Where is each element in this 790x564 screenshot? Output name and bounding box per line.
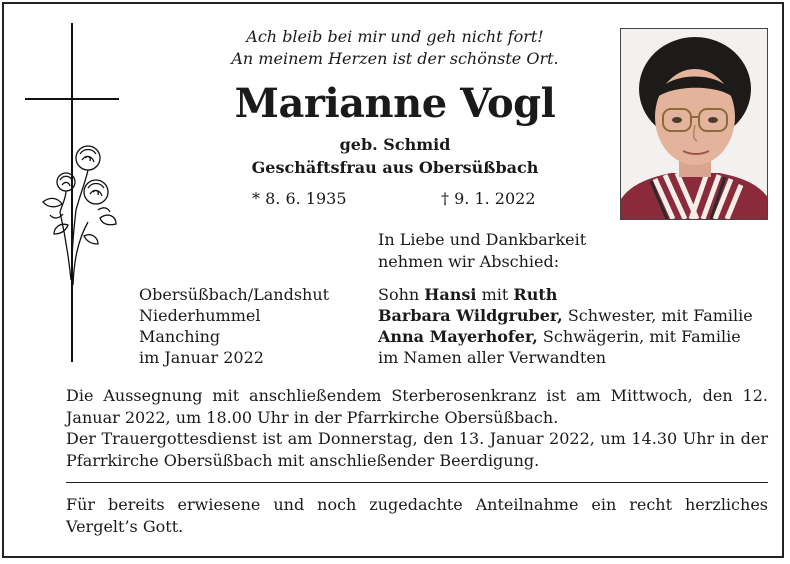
death-date: † 9. 1. 2022 <box>441 189 536 208</box>
place-item: Niederhummel <box>139 306 261 325</box>
funeral-paragraph-1: Die Aussegnung mit anschließendem Sterberosenkranz ist am Mittwoch, den 12. Januar 2022, um 18.00 Uhr in der Pfarrkirche Obersüßbach. <box>66 386 768 427</box>
intro-line-1: In Liebe und Dankbarkeit <box>378 230 587 249</box>
mourner-item <box>378 305 753 326</box>
mourner-item <box>378 326 753 347</box>
mourner-relation: Sohn <box>378 285 425 304</box>
intro-line-2: nehmen wir Abschied: <box>378 252 560 271</box>
quote-line-1: Ach bleib bei mir und geh nicht fort! <box>246 27 544 46</box>
mourner-name: Anna Mayerhofer, <box>378 327 538 346</box>
mourner-item <box>378 347 753 368</box>
mourner-connector: mit <box>476 285 514 304</box>
mourners-list <box>378 284 753 368</box>
mourner-name: Barbara Wildgruber, <box>378 306 563 325</box>
mourner-relation: im Namen aller Verwandten <box>378 348 607 367</box>
place-item: im Januar 2022 <box>139 348 264 367</box>
intro-text <box>378 229 586 273</box>
roses-icon <box>38 140 118 290</box>
maiden-name: geb. Schmid <box>339 135 451 154</box>
deceased-name: Marianne Vogl <box>234 80 556 127</box>
mourner-name: Hansi <box>424 285 477 304</box>
cross-horizontal <box>25 98 119 100</box>
quote-line-2: An meinem Herzen ist der schönste Ort. <box>231 49 559 68</box>
funeral-paragraph-2: Der Trauergottesdienst ist am Donnerstag, den 13. Januar 2022, um 14.30 Uhr in der Pfarrkirche Obersüßbach mit anschließender Beerdigung. <box>66 429 768 470</box>
places-list <box>139 284 329 368</box>
mourner-relation: Schwägerin, mit Familie <box>537 327 741 346</box>
place-item: Obersüßbach/Landshut <box>139 285 330 304</box>
mourner-name-2: Ruth <box>513 285 558 304</box>
birth-date: * 8. 6. 1935 <box>252 189 347 208</box>
thanks-paragraph: Für bereits erwiesene und noch zugedachte Anteilnahme ein recht herzliches Vergelt’s Gott. <box>66 495 768 536</box>
divider <box>66 482 768 483</box>
mourner-relation: Schwester, mit Familie <box>562 306 753 325</box>
portrait-photo <box>620 28 768 220</box>
occupation: Geschäftsfrau aus Obersüßbach <box>251 158 539 177</box>
mourner-item <box>378 284 753 305</box>
place-item: Manching <box>139 327 221 346</box>
